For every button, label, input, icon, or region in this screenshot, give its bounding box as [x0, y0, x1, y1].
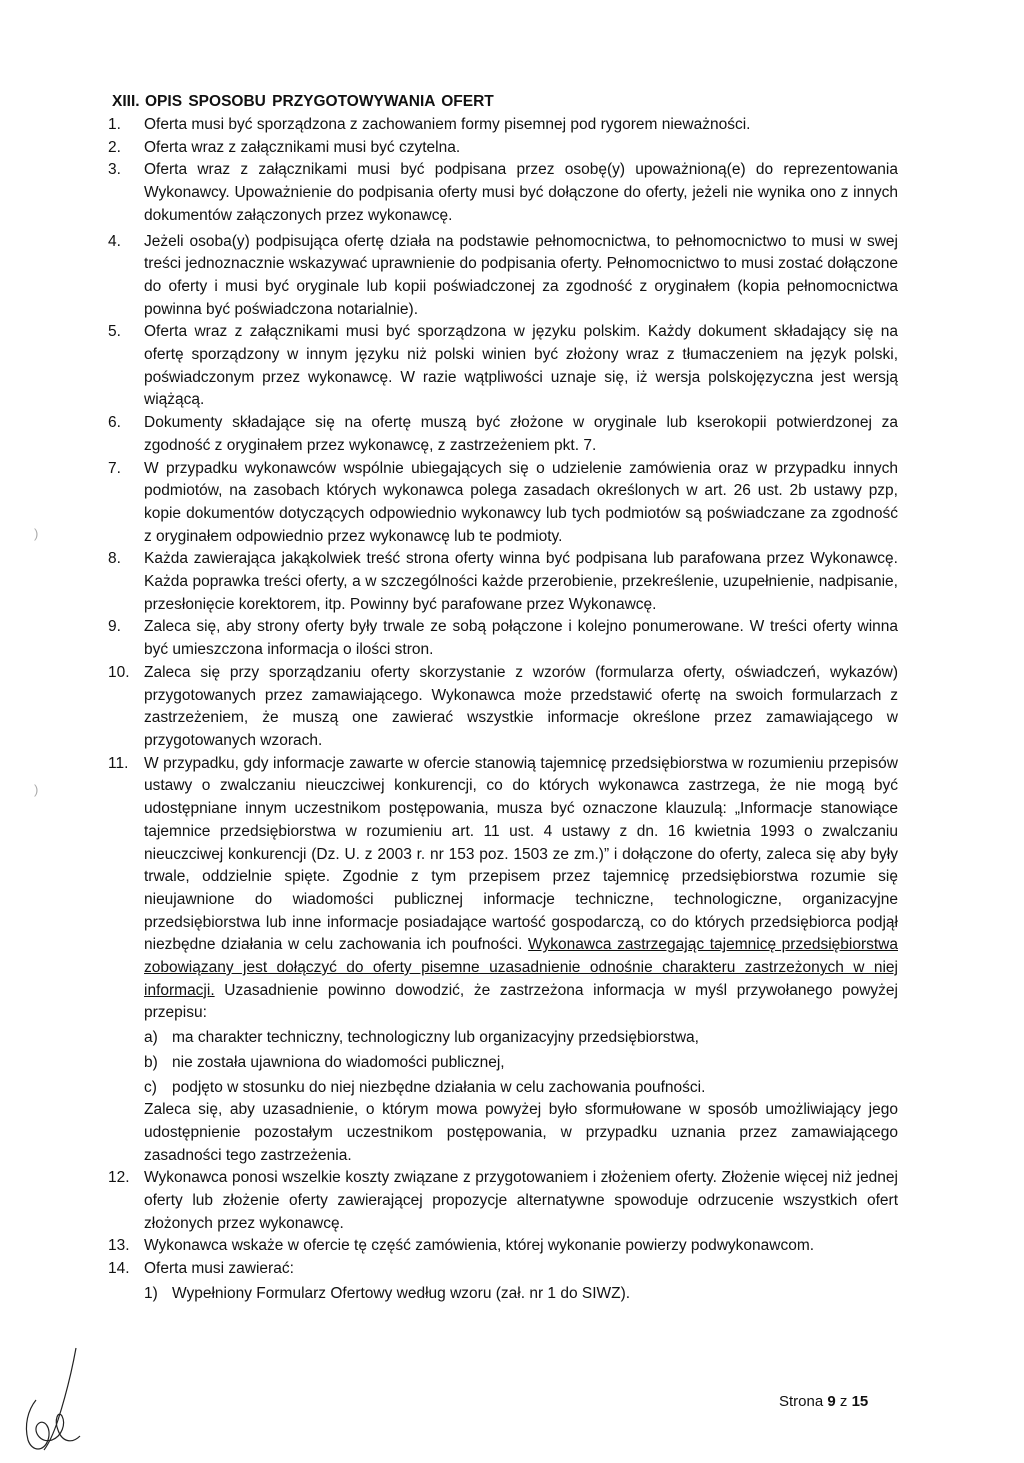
list-item-trade-secret: [108, 753, 898, 1168]
sub-item-letter: c): [144, 1078, 157, 1096]
item-text: Oferta wraz z załącznikami musi być czytelna.: [144, 138, 461, 156]
page-number: [779, 1393, 868, 1410]
item-text: Zaleca się przy sporządzaniu oferty skorzystanie z wzorów (formularza oferty, oświadczeń, wykazów) przygotowanych przez zamawiającego. Wykonawca może przedstawić ofertę na swoich formularzach z zastrzeżeniem, że muszą one zawierać wszystkie informacje określone przez zamawiającego w przygotowanych wzorach.: [144, 663, 898, 749]
item-text: Dokumenty składające się na ofertę muszą być złożone w oryginale lub kserokopii potwierdzonej za zgodność z oryginałem przez wykonawcę, z zastrzeżeniem pkt. 7.: [144, 414, 898, 454]
item-text-after: Uzasadnienie powinno dowodzić, że zastrzeżona informacja w myśl przywołanego powyżej przepisu:: [144, 981, 898, 1022]
item-number: 9.: [108, 618, 121, 636]
list-item: [108, 1235, 898, 1258]
item-number: 2.: [108, 138, 121, 156]
item-number: 6.: [108, 414, 121, 432]
item-text: Oferta wraz z załącznikami musi być sporządzona w języku polskim. Każdy dokument składający się na ofertę sporządzony w innym języku niż polski winien być złożony wraz z tłumaczeniem na język polski, poświadczonym przez wykonawcę. W razie wątpliwości uznaje się, iż wersja polskojęzyczna jest wersją wiążącą.: [144, 323, 898, 409]
item-number: 10.: [108, 663, 130, 681]
section-heading: [112, 93, 494, 111]
list-item: [108, 662, 898, 753]
sub-item-letter: a): [144, 1029, 158, 1047]
section-content: [108, 114, 898, 1306]
sub-item-text: nie została ujawniona do wiadomości publicznej,: [172, 1053, 505, 1071]
list-item: [108, 137, 898, 160]
list-item: [108, 1167, 898, 1235]
sub-item-text: Wypełniony Formularz Ofertowy według wzoru (zał. nr 1 do SIWZ).: [172, 1284, 631, 1302]
list-item: [108, 616, 898, 661]
sub-item-text: podjęto w stosunku do niej niezbędne działania w celu zachowania poufności.: [172, 1078, 706, 1096]
item-text: Oferta musi zawierać:: [144, 1260, 294, 1278]
item-number: 8.: [108, 550, 121, 568]
item-text: Każda zawierająca jakąkolwiek treść strona oferty winna być podpisana lub parafowana przez Wykonawcę. Każda poprawka treści oferty, a w szczególności każde przerobienie, przekreślenie, uzupełnienie, nadpisanie, przesłonięcie korektorem, itp. Powinny być parafowane przez Wykonawcę.: [144, 550, 898, 613]
list-item: [108, 321, 898, 412]
item-number: 7.: [108, 459, 121, 477]
punch-mark: ): [34, 782, 39, 797]
list-item: [108, 458, 898, 549]
list-item: [108, 1258, 898, 1305]
sub-item-letter: b): [144, 1053, 158, 1071]
handwritten-initials-icon: [14, 1340, 94, 1455]
item-text: [144, 753, 898, 1025]
sub-item: [144, 1077, 898, 1100]
punch-mark: ): [34, 526, 39, 541]
sub-item-number: 1): [144, 1284, 158, 1302]
item-number: 3.: [108, 161, 121, 179]
item-text: W przypadku wykonawców wspólnie ubiegających się o udzielenie zamówienia oraz w przypadku innych podmiotów, na zasobach których wykonawca polega zasadach określonych w art. 26 ust. 2b ustawy pzp, kopie dokumentów dotyczących odpowiednio wykonawcy lub tych podmiotów są poświadczane za zgodność z oryginałem odpowiednio przez wykonawcę lub te podmioty.: [144, 459, 898, 545]
page-total: 15: [851, 1393, 869, 1410]
item-text: Jeżeli osoba(y) podpisująca ofertę działa na podstawie pełnomocnictwa, to pełnomocnictwo to musi w swej treści jednoznacznie wskazywać uprawnienie do podpisania oferty. Pełnomocnictwo to musi zostać dołączone do oferty i musi być oryginale lub kopii poświadczonej za zgodność z oryginałem (kopia pełnomocnictwa powinna być poświadczona notarialnie).: [144, 232, 898, 318]
item-text: Oferta musi być sporządzona z zachowaniem formy pisemnej pod rygorem nieważności.: [144, 116, 751, 133]
item-text: Wykonawca wskaże w ofercie tę część zamówienia, której wykonanie powierzy podwykonawcom.: [144, 1237, 815, 1255]
sub-item: [144, 1283, 898, 1306]
list-item: [108, 231, 898, 322]
item-number: 13.: [108, 1237, 130, 1255]
section-number: XIII.: [112, 93, 140, 110]
item-text: Wykonawca ponosi wszelkie koszty związane z przygotowaniem i złożeniem oferty. Złożenie więcej niż jednej oferty lub złożenie oferty zawierającej propozycje alternatywne spowoduje odrzucenie wszystkich ofert złożonych przez wykonawcę.: [144, 1169, 898, 1232]
page-current: 9: [827, 1393, 836, 1410]
item-number: 14.: [108, 1260, 130, 1278]
list-item: [108, 412, 898, 457]
page-separator: z: [839, 1393, 848, 1410]
page-label: Strona: [779, 1393, 824, 1410]
section-title: OPIS SPOSOBU PRZYGOTOWYWANIA OFERT: [145, 93, 494, 110]
item-text-underlined: Wykonawca zastrzegając tajemnicę przedsiębiorstwa zobowiązany jest dołączyć do oferty pisemne uzasadnienie odnośnie charakteru zastrzeżonych w niej informacji.: [144, 936, 898, 999]
item-number: 4.: [108, 232, 121, 250]
list-item: [108, 548, 898, 616]
item-text-before: W przypadku, gdy informacje zawarte w ofercie stanowią tajemnicę przedsiębiorstwa w rozumieniu przepisów ustawy o zwalczaniu nieuczciwej konkurencji, co do których wykonawca zastrzega, że nie mogą być udostępniane innym uczestnikom postępowania, musza być oznaczone klauzulą: „Informacje stanowiące tajemnice przedsiębiorstwa w rozumieniu art. 11 ust. 4 ustawy z dn. 16 kwietnia 1993 o zwalczaniu nieuczciwej konkurencji (Dz. U. z 2003 r. nr 153 poz. 1503 ze zm.)” i dołączone do oferty, zaleca się aby były trwale, oddzielnie spięte. Zgodnie z tym przepisem przez tajemnicę przedsiębiorstwa rozumie się nieujawnione do wiadomości publicznej informacje techniczne, technologiczne, organizacyjne przedsiębiorstwa lub inne informacje posiadające wartość gospodarczą, co do których przedsiębiorca podjął niezbędne działania w celu zachowania ich poufności.: [144, 754, 898, 954]
item-number: 11.: [108, 754, 129, 772]
item-number: 12.: [108, 1169, 130, 1187]
sub-item: [144, 1027, 898, 1050]
list-item: [108, 114, 898, 137]
sub-item-text: ma charakter techniczny, technologiczny lub organizacyjny przedsiębiorstwa,: [172, 1029, 699, 1047]
sub-item: [144, 1052, 898, 1075]
item-note: Zaleca się, aby uzasadnienie, o którym mowa powyżej było sformułowane w sposób umożliwiający jego udostępnienie pozostałym uczestnikom postępowania, w przypadku uznania przez zamawiającego zasadności tego zastrzeżenia.: [144, 1101, 898, 1164]
list-item: [108, 159, 898, 227]
item-text: Oferta wraz z załącznikami musi być podpisana przez osobę(y) upoważnioną(e) do reprezentowania Wykonawcy. Upoważnienie do podpisania oferty musi być dołączone do oferty, jeżeli nie wynika ono z innych dokumentów załączonych przez wykonawcę.: [144, 161, 898, 224]
item-number: 1.: [108, 116, 121, 133]
item-number: 5.: [108, 323, 121, 341]
item-text: Zaleca się, aby strony oferty były trwale ze sobą połączone i kolejno ponumerowane. W treści oferty winna być umieszczona informacja o ilości stron.: [144, 618, 898, 659]
